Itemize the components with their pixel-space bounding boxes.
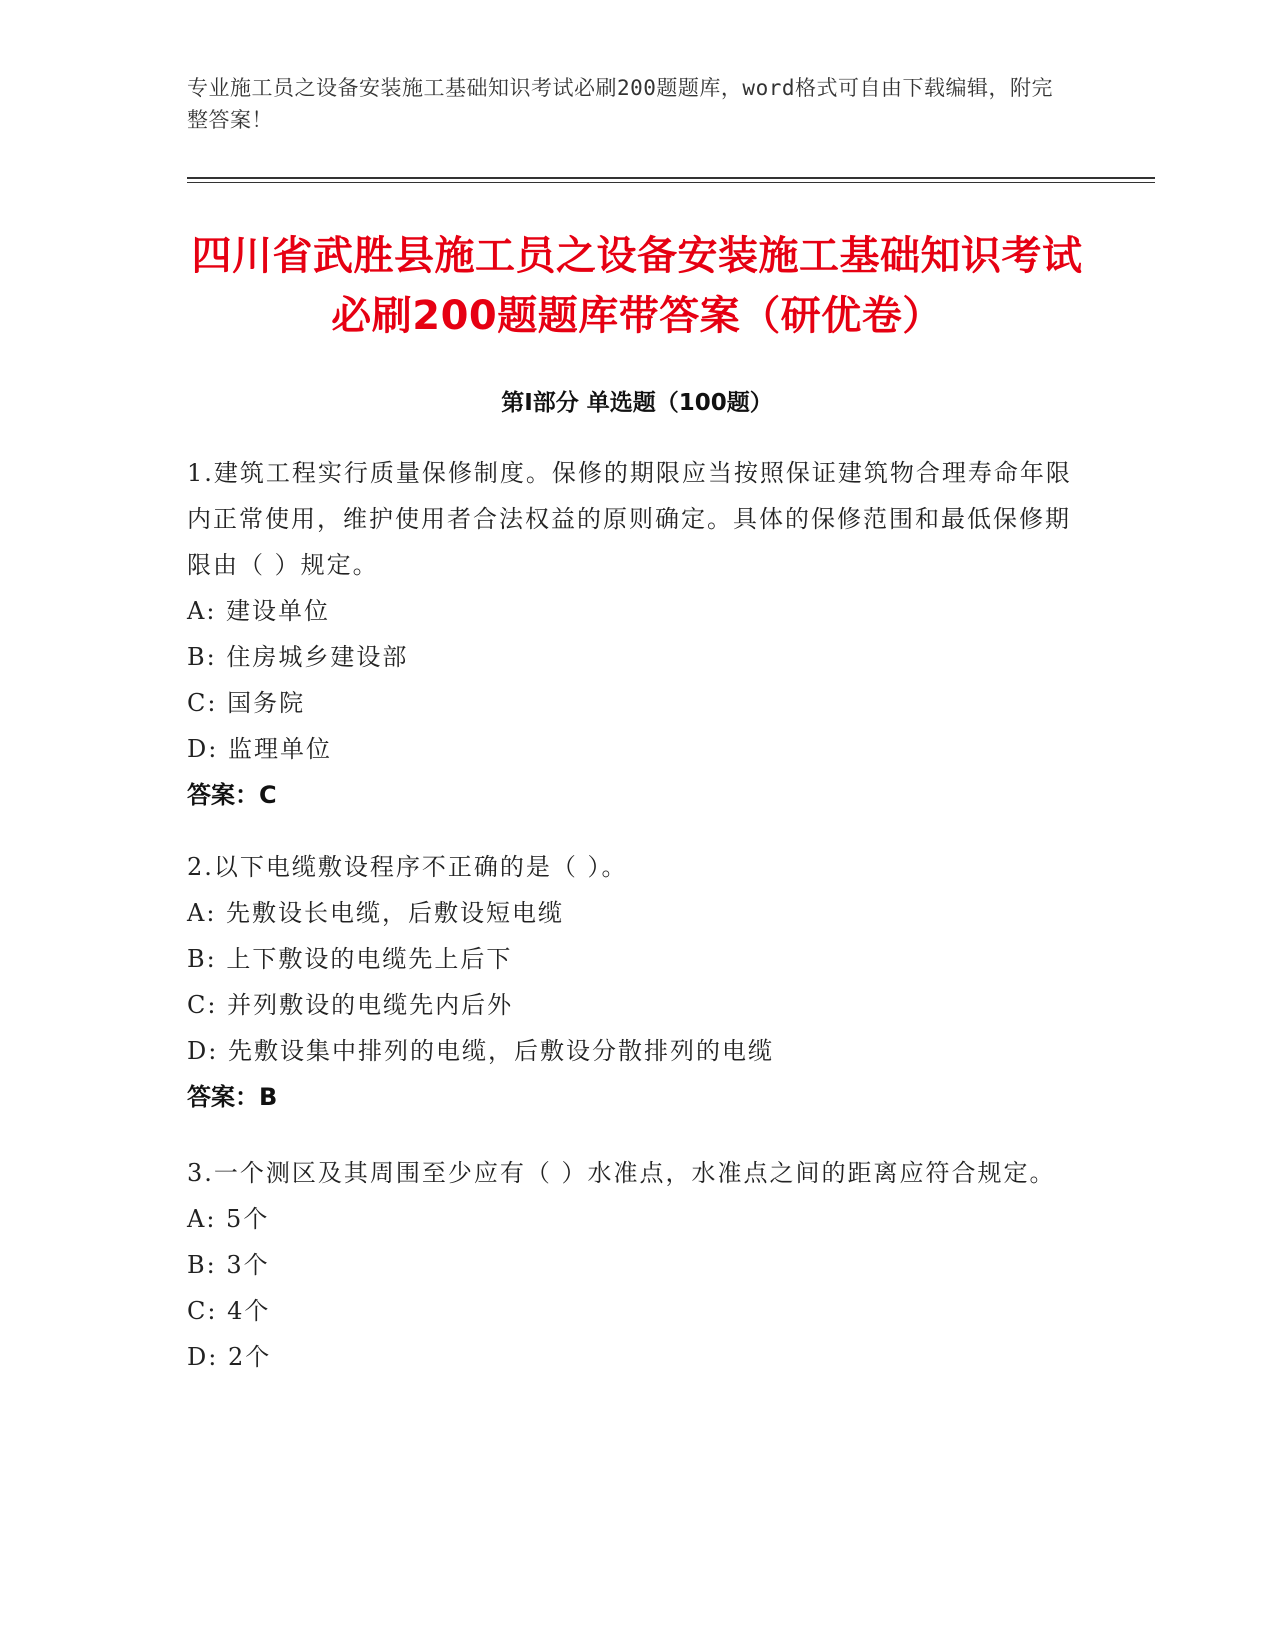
question-3 (187, 1150, 1087, 1380)
option-a: A: 先敷设长电缆，后敷设短电缆 (187, 899, 565, 927)
option-c: C: 国务院 (187, 689, 306, 717)
option-c: C: 4个 (187, 1297, 271, 1325)
option-c: C: 并列敷设的电缆先内后外 (187, 991, 514, 1019)
option-b: B: 上下敷设的电缆先上后下 (187, 945, 513, 973)
answer-line: 答案：B (187, 1083, 278, 1111)
option-d: D: 先敷设集中排列的电缆，后敷设分散排列的电缆 (187, 1037, 774, 1065)
question-2 (187, 844, 1087, 1120)
answer-line: 答案：C (187, 781, 277, 809)
question-stem: 2.以下电缆敷设程序不正确的是（ ）。 (187, 853, 628, 881)
question-stem: 1.建筑工程实行质量保修制度。保修的期限应当按照保证建筑物合理寿命年限内正常使用，维护使用者合法权益的原则确定。具体的保修范围和最低保修期限由（ ）规定。 (187, 459, 1072, 579)
option-b: B: 住房城乡建设部 (187, 643, 409, 671)
option-d: D: 监理单位 (187, 735, 332, 763)
question-1 (187, 450, 1087, 818)
header-note: 专业施工员之设备安装施工基础知识考试必刷200题题库，word格式可自由下载编辑，附完整答案！ (187, 76, 1053, 132)
option-b: B: 3个 (187, 1251, 270, 1279)
document-title: 四川省武胜县施工员之设备安装施工基础知识考试必刷200题题库带答案（研优卷） (191, 233, 1083, 339)
header-divider-thick (187, 177, 1155, 179)
header-divider-thin (187, 182, 1155, 183)
section-title: 第Ⅰ部分 单选题（100题） (501, 390, 773, 416)
option-d: D: 2个 (187, 1343, 272, 1371)
option-a: A: 建设单位 (187, 597, 331, 625)
option-a: A: 5个 (187, 1205, 270, 1233)
question-stem: 3.一个测区及其周围至少应有（ ）水准点，水准点之间的距离应符合规定。 (187, 1159, 1056, 1187)
